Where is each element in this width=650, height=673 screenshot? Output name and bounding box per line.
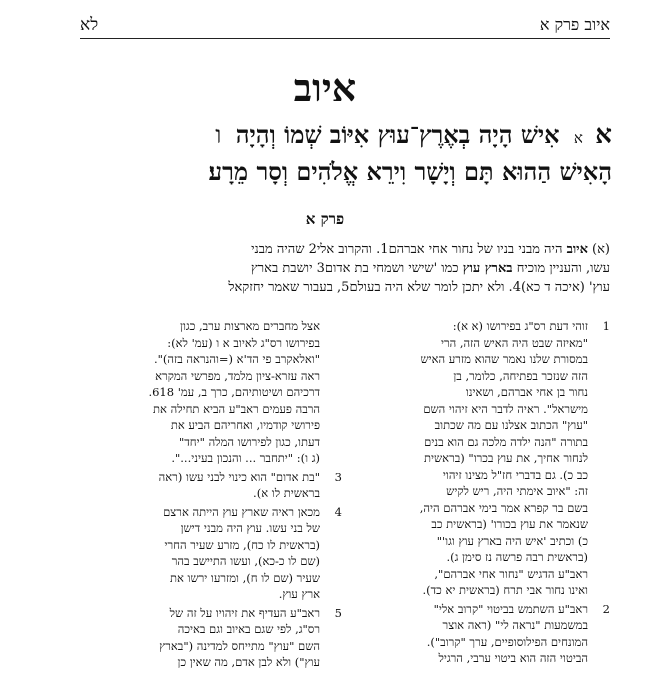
footnote-line: בתורה "הנה ילדה מלכה גם הוא בנים [424,434,588,449]
footnote-line: ראה עזרא-ציון מלמד, מפרשי המקרא [155,368,320,383]
footnote-line: זוהי דעת רס"ג בפירושו (א א): [452,319,588,333]
footnote-line: במשמעות "נראה לי" (ראה אוצר [442,618,588,632]
footnote-line: הביטוי הזה הוא ביטוי ערבי, הרגיל [438,651,588,665]
footnote-line: הרבה פעמים ראב"ע הביא תחילה את [153,401,320,416]
footnote-line: מישראל". ראיה לדבר היא זיהוי השם [423,401,588,416]
verse-letter: א [573,129,583,147]
footnote-line: רס"ג, לפי שגם באיוב וגם באיכה [177,622,320,636]
footnote-line: דעתו, כגון לפירושו המלה "יחד" [178,434,320,449]
footnote-line: (שם לו כ-כא), ועשו התיישב בהר [171,554,320,568]
footnote-line: המונחים הפילוסופיים, ערך "קרוב"). [426,634,588,649]
footnote [80,469,342,502]
footnote-line: בראשית לו א). [253,486,320,500]
footnote-line: הזה שנזכר בפתיחה, כלומר, בן [453,368,588,383]
verse-line-text: הָאִישׁ הַהוּא תָּם וְיָשָׁר וִירֵא אֱלֹהִים וְסָר מֵרָע׃ [208,157,612,186]
footnote-line: ראב"ע הדגיש "נחור אחי אברהם", [434,566,588,581]
footnote-line: אצל מחברים מארצות ערב, כגון [180,319,320,333]
footnote-line: נחור בן אחי אברהם, ושאינו [465,385,588,399]
verse-separator: ו [215,121,222,149]
running-head [80,14,610,36]
footnote-number: 1 [602,319,610,333]
verse-line-text: אִישׁ הָיָה בְאֶרֶץ־עוּץ אִיּוֹב שְׁמוֹ וְהָיָה [235,120,560,149]
footnote-line: (בראשית רבה פרשה נז סימן ג). [446,550,588,564]
footnote-line: "מאיזה שבט היה האיש הזה, הרי [440,335,588,350]
footnote [348,601,610,667]
footnote [80,318,342,467]
footnote [80,605,342,671]
verse-text [78,118,612,189]
header-rule [80,38,610,39]
footnote-line: "בת אדום" הוא כינוי לבני עשו (ראה [158,469,320,484]
perek-heading: פרק א [305,210,345,228]
footnote-line: פירושי קודמיו, ואחריהם הביע את [170,418,320,432]
footnotes-column-right [348,318,610,669]
footnote-line: של בני עשו. עוץ היה מבני דישן [180,521,320,535]
commentary-line: עשו, והעניין מוכיח בארץ עוץ כמו 'שישי ושמחי בת אדום3 יושבת בארץ [251,261,610,276]
commentary-line: עוץ' (איכה ד כא)4. ולא יתכן לומר שלא היה בעולם5, בעבור שאמר יחזקאל [228,280,610,295]
footnote-line: (ג ו): "יתחבר ... והנכון בעיני...". [171,451,320,465]
verse-line [78,118,612,155]
commentary-intro [78,240,610,297]
running-head-title: איוב פרק א [539,15,610,34]
page-number: לא [80,15,99,35]
footnote-line: "עוץ" הכתוב אצלנו עם מה שכתוב [434,418,588,432]
footnote-number: 5 [334,605,342,620]
footnote-line: זה: "איוב אימתי היה, ריש לקיש [446,484,588,498]
footnote-line: שנאמר את עוץ בכורו' (בראשית כב [431,517,588,531]
footnote-line: בשם בר קפרא אמר בימי אברהם היה, [419,500,588,515]
footnote [80,504,342,603]
footnote-line: ראב"ע השתמש בביטוי "קרוב אלי" [433,601,588,616]
footnote-line: בפירושו רס"ג לאיוב א ו (עמ' לא): [167,335,320,350]
footnote-line: ארץ עוץ. [278,587,320,601]
footnote-line: דרכיהם ושיטותיהם, כרך ב, עמ' 618. [148,385,320,399]
footnote [348,318,610,599]
footnote-line: שעיר (שם לו ח), ומזרעו ירשו את [169,570,320,585]
footnote-line: השם "עוץ" מתייחס למדינה ("בארץ [159,638,320,653]
book-title: איוב [293,65,357,110]
footnote-number: 2 [602,601,610,616]
footnote-line: (בראשית לו כח), מזרע שעיר החרי [164,537,320,552]
footnote-line: מכאן ראיה שארץ עוץ הייתה ארצם [163,504,320,519]
footnote-line: עוץ") ולא לבן אדם, מה שאין כן [177,655,320,669]
footnote-number: 4 [334,504,342,519]
footnote-line: כב כ). גם בדברי חז"ל מצינו זיהוי [442,467,588,482]
verse-line [78,155,612,189]
footnote-line: במסורת שלנו נאמר שהוא מזרע האיש [420,352,588,366]
chapter-letter: א [595,120,612,150]
footnote-line: לנחור אחיך, את עוץ בכרו" (בראשית [424,451,588,465]
footnote-line: כ) וכתיב 'איש היה בארץ עוץ וגו'" [436,533,588,548]
footnote-line: ראב"ע העדיף את זיהויו על זה של [169,605,320,620]
footnotes-column-left [80,318,342,673]
commentary-line: (א) איוב היה מבני בניו של נחור אחי אברהם1. והקרוב אלי2 שהיה מבני [251,242,610,257]
footnote-line: "ואלאקרב פי הד'א (=והנראה בזה)". [153,352,320,366]
footnote-number: 3 [334,469,342,484]
footnote-line: ואינו נחור אבי תרח (בראשית יא כד). [422,583,588,597]
